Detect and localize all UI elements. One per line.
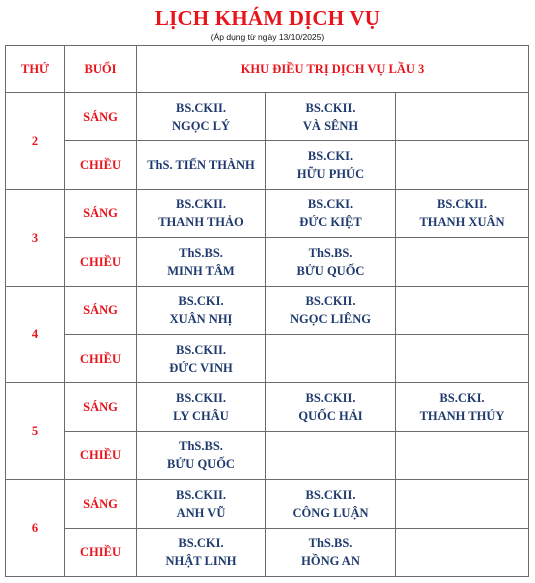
session-cell: CHIỀU	[65, 431, 137, 479]
doctor-name: HỮU PHÚC	[296, 167, 365, 182]
doctor-cell	[266, 528, 396, 576]
header-row	[6, 46, 529, 93]
doctor-name: ANH VŨ	[176, 505, 226, 520]
doctor-cell	[266, 141, 396, 189]
doctor-cell	[137, 238, 266, 286]
doctor-title: BS.CKII.	[175, 342, 227, 357]
doctor-title: BS.CKII.	[175, 197, 227, 212]
doctor-cell	[266, 383, 396, 431]
doctor-cell	[396, 431, 529, 479]
session-cell: CHIỀU	[65, 141, 137, 189]
schedule-row	[6, 238, 529, 286]
day-cell: 5	[6, 383, 65, 480]
doctor-title: BS.CKI.	[307, 149, 354, 164]
doctor-name: THANH THẢO	[158, 215, 244, 230]
session-cell: SÁNG	[65, 93, 137, 141]
doctor-title: BS.CKII.	[436, 197, 488, 212]
doctor-name: NHẬT LINH	[165, 554, 237, 569]
doctor-title: ThS.BS.	[179, 439, 223, 454]
session-cell: SÁNG	[65, 383, 137, 431]
schedule-row	[6, 189, 529, 237]
session-cell: CHIỀU	[65, 238, 137, 286]
header-day: THỨ	[6, 46, 65, 93]
schedule-row	[6, 334, 529, 382]
doctor-name: CÔNG LUẬN	[292, 505, 369, 520]
doctor-title: BS.CKI.	[178, 536, 224, 551]
day-cell: 3	[6, 189, 65, 286]
doctor-name: THANH THÚY	[419, 409, 505, 424]
doctor-name: MINH TÂM	[167, 263, 235, 278]
doctor-cell	[396, 189, 529, 237]
page-title: LỊCH KHÁM DỊCH VỤ	[154, 6, 381, 30]
schedule-row	[6, 383, 529, 431]
page-subtitle: (Áp dụng từ ngày 13/10/2025)	[210, 32, 325, 42]
day-cell: 4	[6, 286, 65, 383]
doctor-name: QUỐC HẢI	[298, 409, 363, 424]
doctor-name: ThS. TIẾN THÀNH	[147, 158, 255, 173]
doctor-name: NGỌC LIÊNG	[290, 312, 371, 327]
day-cell: 2	[6, 93, 65, 190]
doctor-cell	[137, 189, 266, 237]
doctor-title: BS.CKII.	[175, 487, 227, 502]
doctor-cell	[137, 93, 266, 141]
doctor-cell	[266, 189, 396, 237]
session-cell: CHIỀU	[65, 334, 137, 382]
session-cell: SÁNG	[65, 286, 137, 334]
schedule-table	[5, 45, 529, 577]
doctor-name: ĐỨC KIỆT	[299, 215, 362, 230]
doctor-cell	[396, 528, 529, 576]
doctor-title: BS.CKII.	[175, 391, 227, 406]
doctor-title: BS.CKII.	[305, 391, 356, 406]
schedule-body	[6, 93, 529, 577]
schedule-row	[6, 93, 529, 141]
doctor-name: ĐỨC VINH	[169, 360, 233, 375]
doctor-cell	[396, 238, 529, 286]
session-cell: SÁNG	[65, 189, 137, 237]
doctor-cell	[396, 141, 529, 189]
doctor-cell	[266, 334, 396, 382]
doctor-cell	[396, 93, 529, 141]
session-cell: CHIỀU	[65, 528, 137, 576]
doctor-title: ThS.BS.	[308, 245, 353, 260]
doctor-title: ThS.BS.	[308, 536, 353, 551]
doctor-cell	[266, 238, 396, 286]
day-cell: 6	[6, 480, 65, 577]
doctor-title: ThS.BS.	[179, 245, 223, 260]
doctor-cell	[137, 480, 266, 528]
session-cell: SÁNG	[65, 480, 137, 528]
doctor-cell	[137, 286, 266, 334]
doctor-name: XUÂN NHỊ	[169, 312, 233, 327]
doctor-name: BỬU QUỐC	[296, 263, 365, 278]
doctor-title: BS.CKII.	[305, 487, 356, 502]
doctor-cell	[266, 480, 396, 528]
schedule-row	[6, 480, 529, 528]
doctor-cell	[396, 383, 529, 431]
doctor-title: BS.CKI.	[307, 197, 354, 212]
doctor-cell	[137, 431, 266, 479]
header-area: KHU ĐIỀU TRỊ DỊCH VỤ LẦU 3	[137, 46, 529, 93]
doctor-cell	[396, 480, 529, 528]
schedule-row	[6, 141, 529, 189]
doctor-title: BS.CKII.	[305, 100, 356, 115]
doctor-name: LY CHÂU	[173, 409, 229, 424]
doctor-title: BS.CKI.	[439, 391, 485, 406]
schedule-row	[6, 528, 529, 576]
doctor-cell	[396, 334, 529, 382]
doctor-name: HỒNG AN	[301, 554, 360, 569]
doctor-name: VÀ SÊNH	[302, 118, 359, 133]
doctor-cell	[266, 286, 396, 334]
doctor-title: BS.CKI.	[178, 294, 224, 309]
doctor-name: BỬU QUỐC	[167, 457, 235, 472]
doctor-cell	[266, 431, 396, 479]
schedule-row	[6, 431, 529, 479]
schedule-row	[6, 286, 529, 334]
doctor-cell	[137, 141, 266, 189]
doctor-cell	[266, 93, 396, 141]
header-session: BUỔI	[65, 46, 137, 93]
doctor-name: NGỌC LÝ	[172, 118, 230, 133]
doctor-cell	[396, 286, 529, 334]
doctor-title: BS.CKII.	[305, 294, 356, 309]
doctor-name: THANH XUÂN	[419, 215, 505, 230]
doctor-title: BS.CKII.	[175, 100, 227, 115]
doctor-cell	[137, 528, 266, 576]
doctor-cell	[137, 383, 266, 431]
doctor-cell	[137, 334, 266, 382]
